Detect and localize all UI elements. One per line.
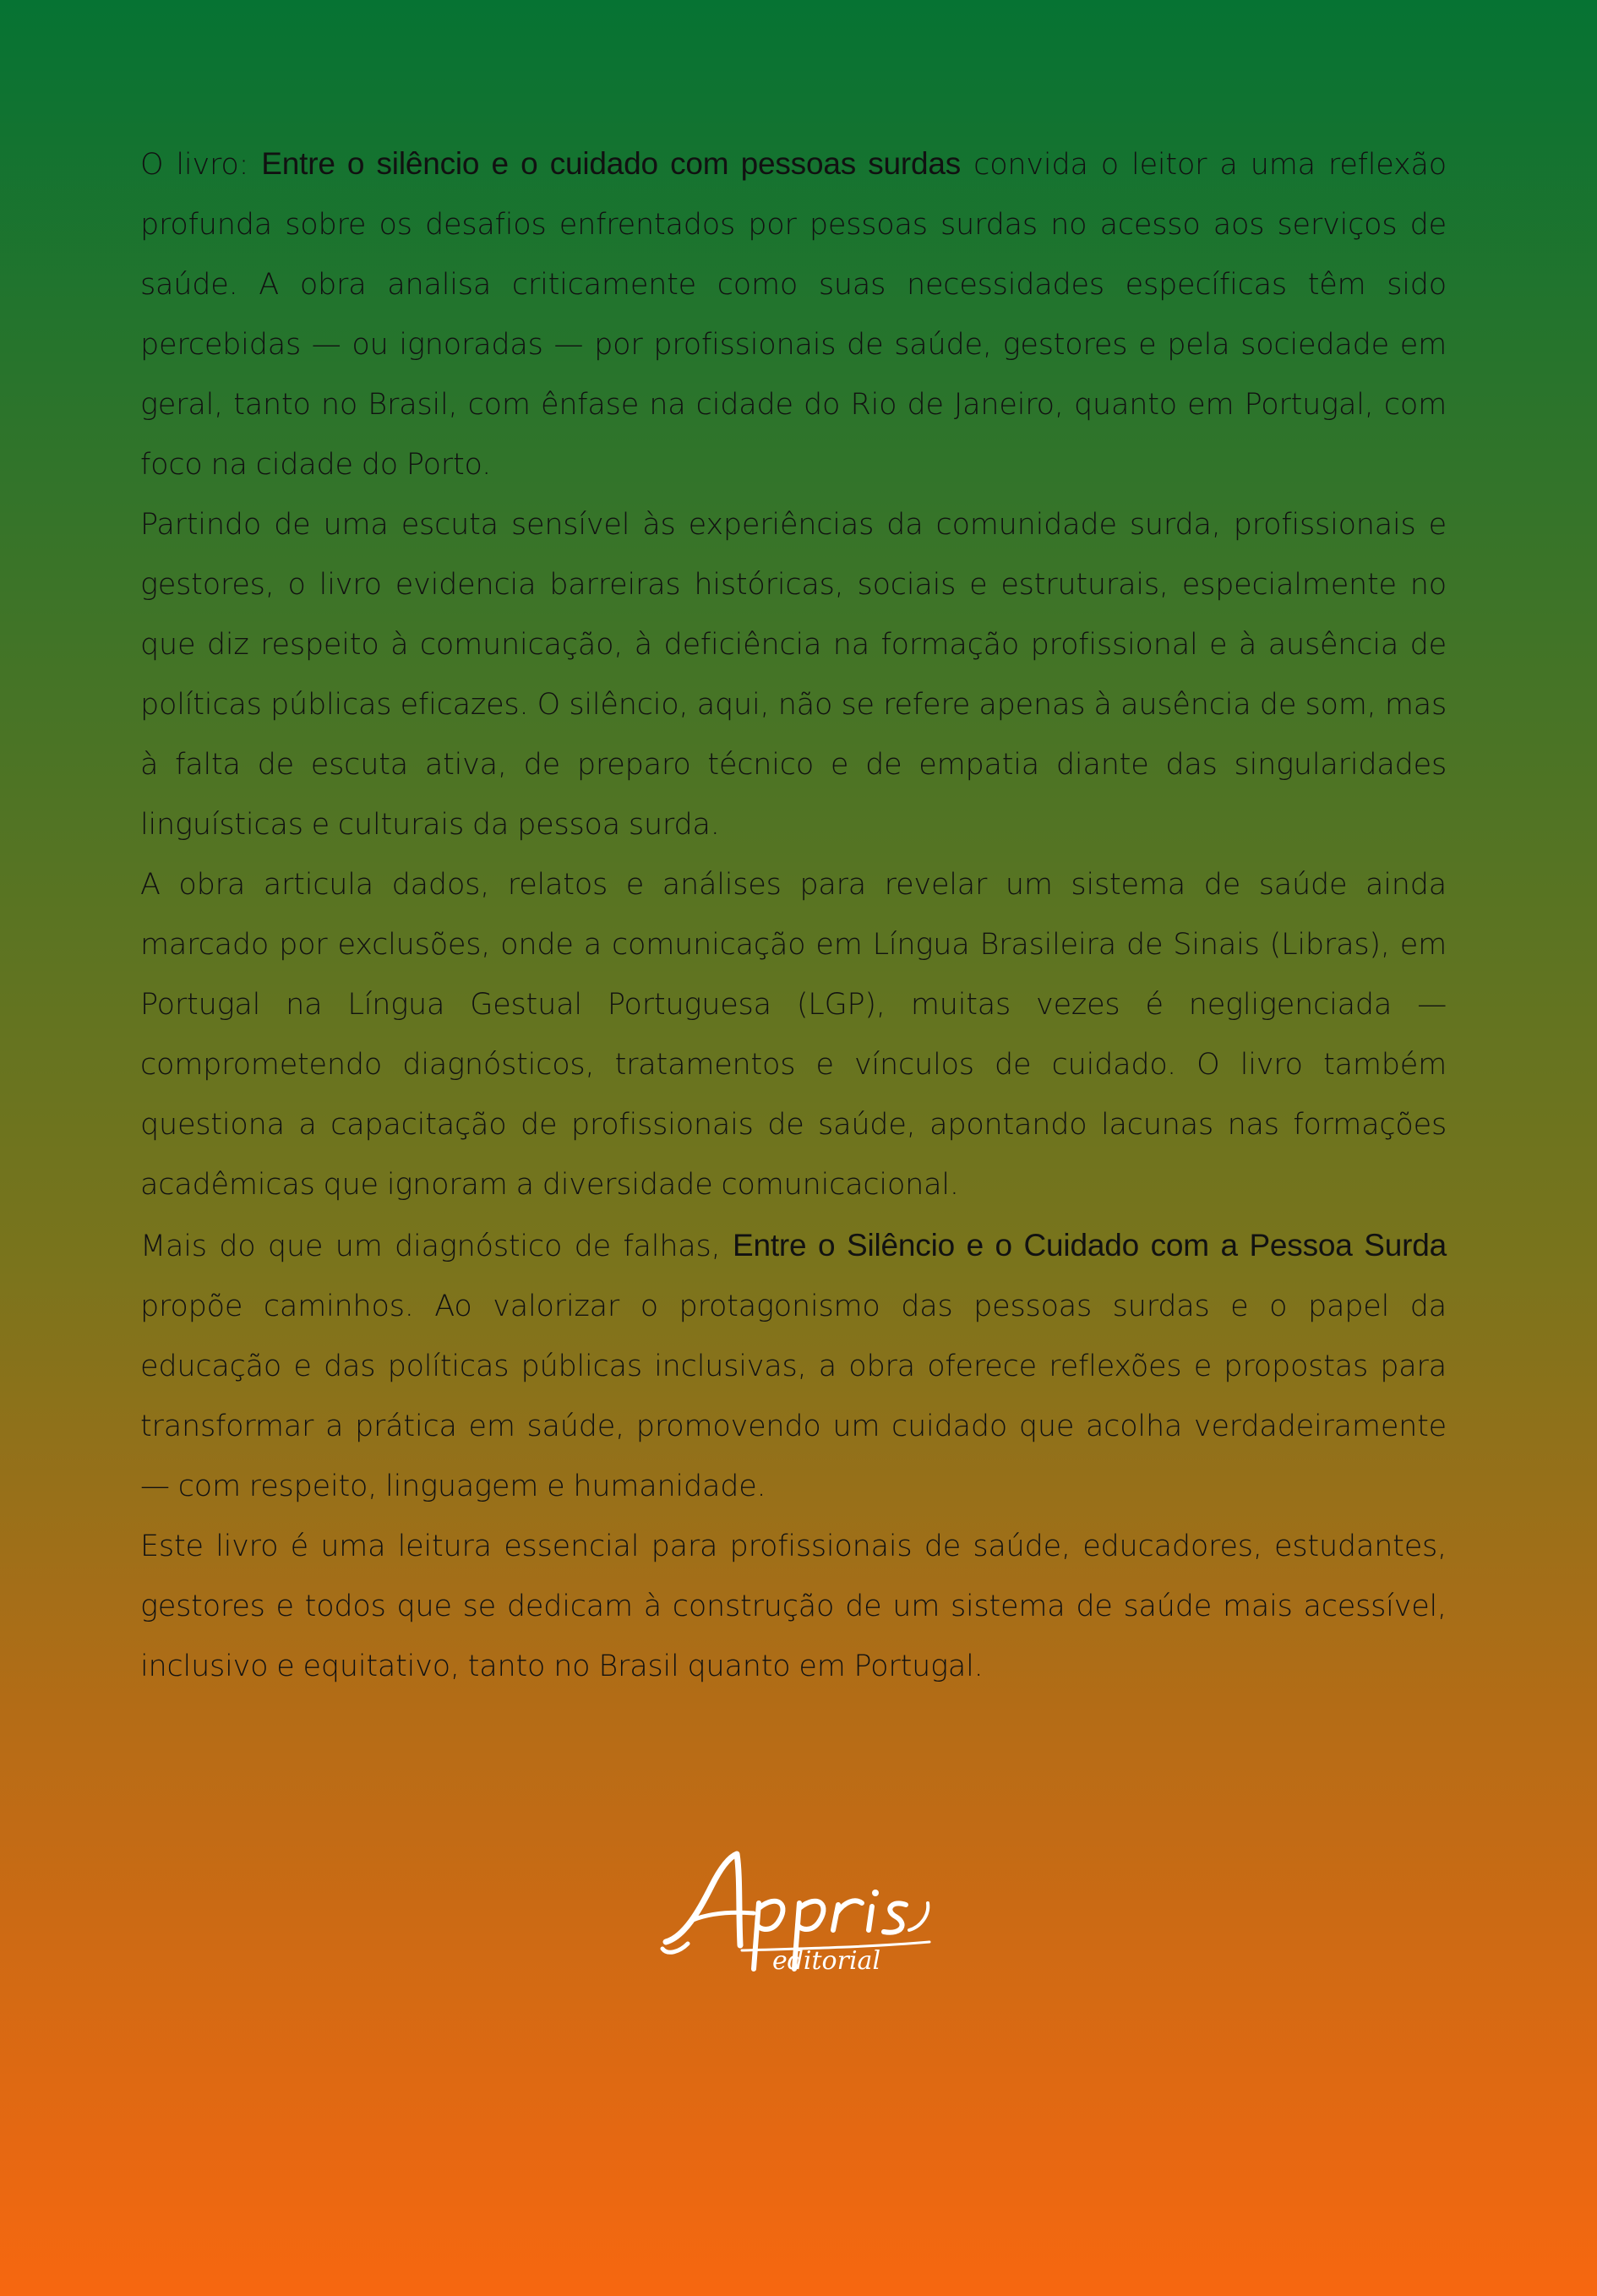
appris-logo-icon	[659, 1842, 938, 1977]
book-title-inline: Entre o Silêncio e o Cuidado com a Pessoa Surda	[732, 1228, 1447, 1263]
blurb-paragraph-2: Partindo de uma escuta sensível às experiências da comunidade surda, profissionais e gestores, o livro evidencia barreiras históricas, sociais e estruturais, especialmente no que diz respeito à comunicação, à deficiência na formação profissional e à ausência de políticas públicas eficazes. O silêncio, aqui, não se refere apenas à ausência de som, mas à falta de escuta ativa, de preparo técnico e de empatia diante das singularidades linguísticas e culturais da pessoa surda.	[140, 508, 1447, 842]
publisher-logo	[659, 1842, 938, 1977]
book-title-inline: Entre o silêncio e o cuidado com pessoas surdas	[261, 146, 962, 181]
paragraph-text: convida o leitor a uma reflexão profunda sobre os desafios enfrentados por pessoas surdas no acesso aos serviços de saúde. A obra analisa criticamente como suas necessidades específicas têm sido percebidas — ou ignoradas — por profissionais de saúde, gestores e pela sociedade em geral, tanto no Brasil, com ênfase na cidade do Rio de Janeiro, quanto em Portugal, com foco na cidade do Porto.	[140, 148, 1447, 482]
paragraph-text: propõe caminhos. Ao valorizar o protagonismo das pessoas surdas e o papel da educação e das políticas públicas inclusivas, a obra oferece reflexões e propostas para transformar a prática em saúde, promovendo um cuidado que acolha verdadeiramente — com respeito, linguagem e humanidade.	[140, 1290, 1447, 1503]
blurb-paragraph-3: A obra articula dados, relatos e análises para revelar um sistema de saúde ainda marcado por exclusões, onde a comunicação em Língua Brasileira de Sinais (Libras), em Portugal na Língua Gestual Portuguesa (LGP), muitas vezes é negligenciada — comprometendo diagnósticos, tratamentos e vínculos de cuidado. O livro também questiona a capacitação de profissionais de saúde, apontando lacunas nas formações acadêmicas que ignoram a diversidade comunicacional.	[140, 868, 1447, 1202]
paragraph-lead: Mais do que um diagnóstico de falhas,	[140, 1230, 733, 1263]
blurb-paragraph-5: Este livro é uma leitura essencial para profissionais de saúde, educadores, estudantes, gestores e todos que se dedicam à construção de um sistema de saúde mais acessível, inclusivo e equitativo, tanto no Brasil quanto em Portugal.	[140, 1530, 1447, 1683]
back-cover-blurb	[140, 134, 1447, 1697]
paragraph-lead: O livro:	[140, 148, 262, 182]
logo-subtitle: editorial	[771, 1946, 881, 1976]
blurb-paragraph-4	[140, 1215, 1447, 1517]
blurb-paragraph-1	[140, 134, 1447, 495]
